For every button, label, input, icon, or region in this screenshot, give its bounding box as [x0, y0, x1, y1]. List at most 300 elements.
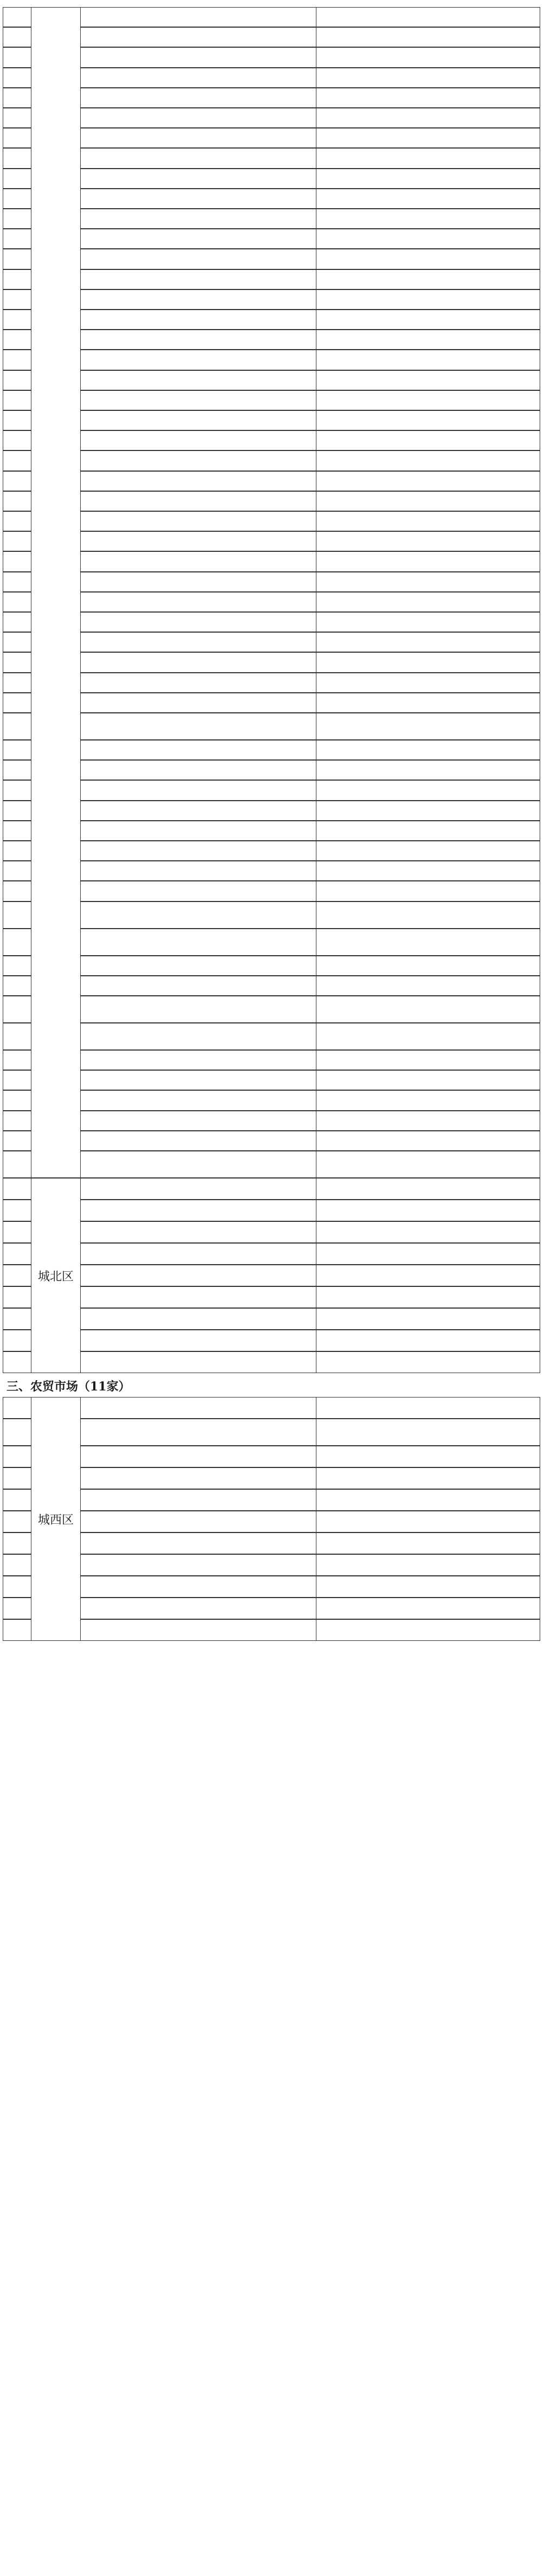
store-address	[316, 1286, 540, 1308]
table-row	[0, 108, 544, 128]
row-number	[3, 209, 34, 229]
row-number	[3, 929, 34, 956]
table-row	[0, 1468, 544, 1490]
table-row	[0, 1222, 544, 1244]
table-row	[0, 209, 544, 229]
row-number	[3, 450, 34, 471]
section-heading	[0, 1375, 544, 1396]
store-name	[80, 249, 316, 269]
store-name	[80, 471, 316, 491]
row-number	[3, 1090, 34, 1110]
store-address	[316, 612, 540, 632]
row-number	[3, 169, 34, 189]
row-number	[3, 881, 34, 901]
store-address	[316, 1351, 540, 1373]
store-address	[316, 1221, 540, 1243]
table-row	[0, 229, 544, 249]
store-name	[80, 632, 316, 652]
table-row	[0, 881, 544, 901]
table-row	[0, 1398, 544, 1419]
row-number	[3, 531, 34, 551]
store-name	[80, 1467, 316, 1489]
table-row	[0, 1178, 544, 1200]
table-row	[0, 1287, 544, 1309]
store-address	[316, 713, 540, 740]
table-row	[0, 1533, 544, 1555]
row-number	[3, 189, 34, 209]
store-name	[80, 390, 316, 410]
row-number	[3, 47, 34, 67]
row-number	[3, 841, 34, 861]
store-name	[80, 1243, 316, 1265]
row-number	[3, 249, 34, 269]
table-row	[0, 371, 544, 391]
store-name	[80, 861, 316, 881]
table-row	[0, 28, 544, 48]
store-address	[316, 390, 540, 410]
row-number	[3, 27, 34, 47]
row-number	[3, 976, 34, 996]
store-name	[80, 128, 316, 148]
table-row	[0, 1023, 544, 1051]
store-address	[316, 801, 540, 821]
store-address	[316, 1598, 540, 1619]
table-row	[0, 761, 544, 781]
store-name	[80, 1090, 316, 1110]
store-name	[80, 1397, 316, 1419]
store-address	[316, 68, 540, 88]
table-row	[0, 411, 544, 431]
row-number	[3, 1023, 34, 1050]
row-number	[3, 1243, 34, 1265]
store-address	[316, 861, 540, 881]
store-name	[80, 531, 316, 551]
table-row	[0, 1555, 544, 1576]
row-number	[3, 471, 34, 491]
store-address	[316, 511, 540, 531]
table-row	[0, 88, 544, 108]
row-number	[3, 330, 34, 350]
table-row	[0, 330, 544, 350]
store-address	[316, 471, 540, 491]
table-row	[0, 451, 544, 471]
store-address	[316, 1554, 540, 1576]
store-address	[316, 148, 540, 168]
table-row	[0, 781, 544, 801]
store-address	[316, 1131, 540, 1151]
table-row	[0, 149, 544, 169]
store-name	[80, 801, 316, 821]
table-row	[0, 673, 544, 693]
table-row	[0, 956, 544, 976]
store-address	[316, 1050, 540, 1070]
table-row	[0, 1446, 544, 1468]
table-row	[0, 169, 544, 189]
table-row	[0, 613, 544, 633]
row-number	[3, 410, 34, 430]
row-number	[3, 801, 34, 821]
store-address	[316, 1265, 540, 1286]
row-number	[3, 956, 34, 976]
store-address	[316, 1489, 540, 1511]
table-row	[0, 633, 544, 653]
store-name	[80, 108, 316, 128]
store-address	[316, 1070, 540, 1090]
row-number	[3, 996, 34, 1023]
table-row	[0, 1200, 544, 1222]
store-address	[316, 1397, 540, 1419]
store-address	[316, 1419, 540, 1446]
row-number	[3, 128, 34, 148]
row-number	[3, 511, 34, 531]
store-name	[80, 976, 316, 996]
store-name	[80, 1619, 316, 1641]
store-name	[80, 269, 316, 289]
store-name	[80, 1489, 316, 1511]
store-address	[316, 108, 540, 128]
store-name	[80, 1023, 316, 1050]
row-number	[3, 269, 34, 289]
store-address	[316, 652, 540, 672]
store-name	[80, 27, 316, 47]
table-row	[0, 1265, 544, 1287]
table-row	[0, 532, 544, 552]
store-name	[80, 1151, 316, 1178]
store-name	[80, 1308, 316, 1330]
row-number	[3, 88, 34, 108]
table-row	[0, 841, 544, 861]
row-number	[3, 1351, 34, 1373]
row-number	[3, 1554, 34, 1576]
table-row	[0, 996, 544, 1023]
store-name	[80, 148, 316, 168]
store-address	[316, 693, 540, 713]
table-row	[0, 68, 544, 88]
store-address	[316, 229, 540, 249]
store-address	[316, 1111, 540, 1131]
store-address	[316, 330, 540, 350]
table-row	[0, 1598, 544, 1620]
district-cell-north: 城北区	[31, 1178, 81, 1373]
store-name	[80, 229, 316, 249]
row-number	[3, 1070, 34, 1090]
store-name	[80, 841, 316, 861]
store-address	[316, 1090, 540, 1110]
store-name	[80, 450, 316, 471]
store-name	[80, 1111, 316, 1131]
store-address	[316, 128, 540, 148]
table-row	[0, 1419, 544, 1446]
store-address	[316, 673, 540, 693]
store-address	[316, 350, 540, 370]
table-row	[0, 1330, 544, 1352]
store-name	[80, 673, 316, 693]
store-address	[316, 881, 540, 901]
store-address	[316, 551, 540, 571]
store-name	[80, 289, 316, 310]
row-number	[3, 1330, 34, 1351]
store-address	[316, 976, 540, 996]
row-number	[3, 1619, 34, 1641]
table-row	[0, 128, 544, 149]
store-address	[316, 1576, 540, 1598]
table-row	[0, 1576, 544, 1598]
store-address	[316, 760, 540, 780]
table-row	[0, 48, 544, 68]
store-address	[316, 632, 540, 652]
store-address	[316, 1243, 540, 1265]
row-number	[3, 148, 34, 168]
store-name	[80, 88, 316, 108]
table-row	[0, 1352, 544, 1374]
section-heading-text: 三、农贸市场（11家）	[7, 1379, 131, 1394]
table-row	[0, 350, 544, 370]
store-address	[316, 430, 540, 450]
store-name	[80, 713, 316, 740]
row-number	[3, 1286, 34, 1308]
table-row	[0, 929, 544, 956]
table-row	[0, 976, 544, 996]
row-number	[3, 229, 34, 249]
table-row	[0, 1071, 544, 1091]
table-row	[0, 593, 544, 613]
table-row	[0, 821, 544, 841]
store-address	[316, 209, 540, 229]
store-name	[80, 1286, 316, 1308]
store-name	[80, 1050, 316, 1070]
row-number	[3, 68, 34, 88]
store-name	[80, 760, 316, 780]
store-address	[316, 821, 540, 841]
store-address	[316, 1446, 540, 1467]
table-row	[0, 740, 544, 761]
table-row	[0, 1051, 544, 1071]
store-name	[80, 1131, 316, 1151]
store-address	[316, 189, 540, 209]
store-name	[80, 209, 316, 229]
table-row	[0, 1151, 544, 1178]
store-address	[316, 289, 540, 310]
table-row	[0, 693, 544, 713]
store-name	[80, 592, 316, 612]
table-row	[0, 552, 544, 572]
store-address	[316, 1308, 540, 1330]
row-number	[3, 612, 34, 632]
table-row	[0, 1244, 544, 1265]
row-number	[3, 1265, 34, 1286]
row-number	[3, 1131, 34, 1151]
store-name	[80, 652, 316, 672]
district-cell	[31, 7, 81, 1178]
row-number	[3, 713, 34, 740]
row-number	[3, 1151, 34, 1178]
store-name	[80, 68, 316, 88]
row-number	[3, 673, 34, 693]
store-address	[316, 572, 540, 592]
store-address	[316, 592, 540, 612]
row-number	[3, 1221, 34, 1243]
store-name	[80, 491, 316, 511]
row-number	[3, 572, 34, 592]
table-row	[0, 902, 544, 929]
store-name	[80, 956, 316, 976]
row-number	[3, 1446, 34, 1467]
row-number	[3, 1511, 34, 1532]
store-address	[316, 956, 540, 976]
table-row	[0, 310, 544, 330]
store-name	[80, 1265, 316, 1286]
store-name	[80, 1554, 316, 1576]
table-row	[0, 1620, 544, 1641]
store-name	[80, 430, 316, 450]
store-name	[80, 572, 316, 592]
store-address	[316, 901, 540, 929]
table-row	[0, 270, 544, 290]
table-row	[0, 189, 544, 209]
table-row	[0, 8, 544, 28]
table-row	[0, 512, 544, 532]
store-name	[80, 901, 316, 929]
store-name	[80, 410, 316, 430]
store-address	[316, 370, 540, 390]
store-address	[316, 169, 540, 189]
row-number	[3, 1050, 34, 1070]
store-name	[80, 1200, 316, 1221]
store-name	[80, 1419, 316, 1446]
store-name	[80, 1532, 316, 1554]
row-number	[3, 551, 34, 571]
row-number	[3, 310, 34, 330]
store-address	[316, 310, 540, 330]
store-address	[316, 269, 540, 289]
district-cell-west: 城西区	[31, 1397, 81, 1641]
table-row	[0, 801, 544, 821]
table-row	[0, 290, 544, 310]
row-number	[3, 740, 34, 760]
store-address	[316, 996, 540, 1023]
store-address	[316, 780, 540, 800]
row-number	[3, 1397, 34, 1419]
store-name	[80, 551, 316, 571]
store-name	[80, 1446, 316, 1467]
store-address	[316, 1200, 540, 1221]
store-name	[80, 350, 316, 370]
row-number	[3, 370, 34, 390]
row-number	[3, 780, 34, 800]
table-row	[0, 1309, 544, 1330]
table-row	[0, 1131, 544, 1151]
row-number	[3, 1111, 34, 1131]
row-number	[3, 430, 34, 450]
table-row	[0, 472, 544, 492]
row-number	[3, 861, 34, 881]
store-address	[316, 740, 540, 760]
store-name	[80, 310, 316, 330]
row-number	[3, 108, 34, 128]
store-address	[316, 47, 540, 67]
store-name	[80, 370, 316, 390]
table-row	[0, 861, 544, 881]
store-address	[316, 1619, 540, 1641]
store-name	[80, 780, 316, 800]
store-address	[316, 531, 540, 551]
store-name	[80, 1351, 316, 1373]
store-name	[80, 693, 316, 713]
row-number	[3, 1419, 34, 1446]
table-row	[0, 431, 544, 451]
row-number	[3, 901, 34, 929]
table-row	[0, 653, 544, 673]
row-number	[3, 821, 34, 841]
row-number	[3, 1200, 34, 1221]
store-name	[80, 1330, 316, 1351]
store-name	[80, 189, 316, 209]
row-number	[3, 1532, 34, 1554]
row-number	[3, 1178, 34, 1200]
row-number	[3, 289, 34, 310]
store-name	[80, 1576, 316, 1598]
store-address	[316, 929, 540, 956]
row-number	[3, 1598, 34, 1619]
store-address	[316, 1178, 540, 1200]
row-number	[3, 693, 34, 713]
table-row	[0, 492, 544, 512]
table-row	[0, 1511, 544, 1533]
table-row	[0, 1091, 544, 1111]
store-name	[80, 740, 316, 760]
store-name	[80, 47, 316, 67]
store-name	[80, 929, 316, 956]
row-number	[3, 1489, 34, 1511]
row-number	[3, 1308, 34, 1330]
store-address	[316, 1151, 540, 1178]
row-number	[3, 632, 34, 652]
store-name	[80, 1511, 316, 1532]
store-name	[80, 7, 316, 27]
row-number	[3, 1576, 34, 1598]
row-number	[3, 7, 34, 27]
store-address	[316, 27, 540, 47]
store-address	[316, 1511, 540, 1532]
table-row	[0, 391, 544, 411]
store-name	[80, 511, 316, 531]
table-row	[0, 572, 544, 593]
store-address	[316, 1467, 540, 1489]
row-number	[3, 350, 34, 370]
row-number	[3, 390, 34, 410]
store-name	[80, 881, 316, 901]
store-address	[316, 491, 540, 511]
store-address	[316, 1330, 540, 1351]
table-row	[0, 1111, 544, 1131]
store-name	[80, 1178, 316, 1200]
table-row	[0, 713, 544, 740]
row-number	[3, 491, 34, 511]
store-address	[316, 249, 540, 269]
store-name	[80, 330, 316, 350]
store-address	[316, 410, 540, 430]
table-row	[0, 249, 544, 269]
row-number	[3, 652, 34, 672]
store-address	[316, 841, 540, 861]
row-number	[3, 760, 34, 780]
store-name	[80, 612, 316, 632]
store-name	[80, 1598, 316, 1619]
store-address	[316, 88, 540, 108]
table-row	[0, 1490, 544, 1511]
store-name	[80, 169, 316, 189]
store-address	[316, 7, 540, 27]
